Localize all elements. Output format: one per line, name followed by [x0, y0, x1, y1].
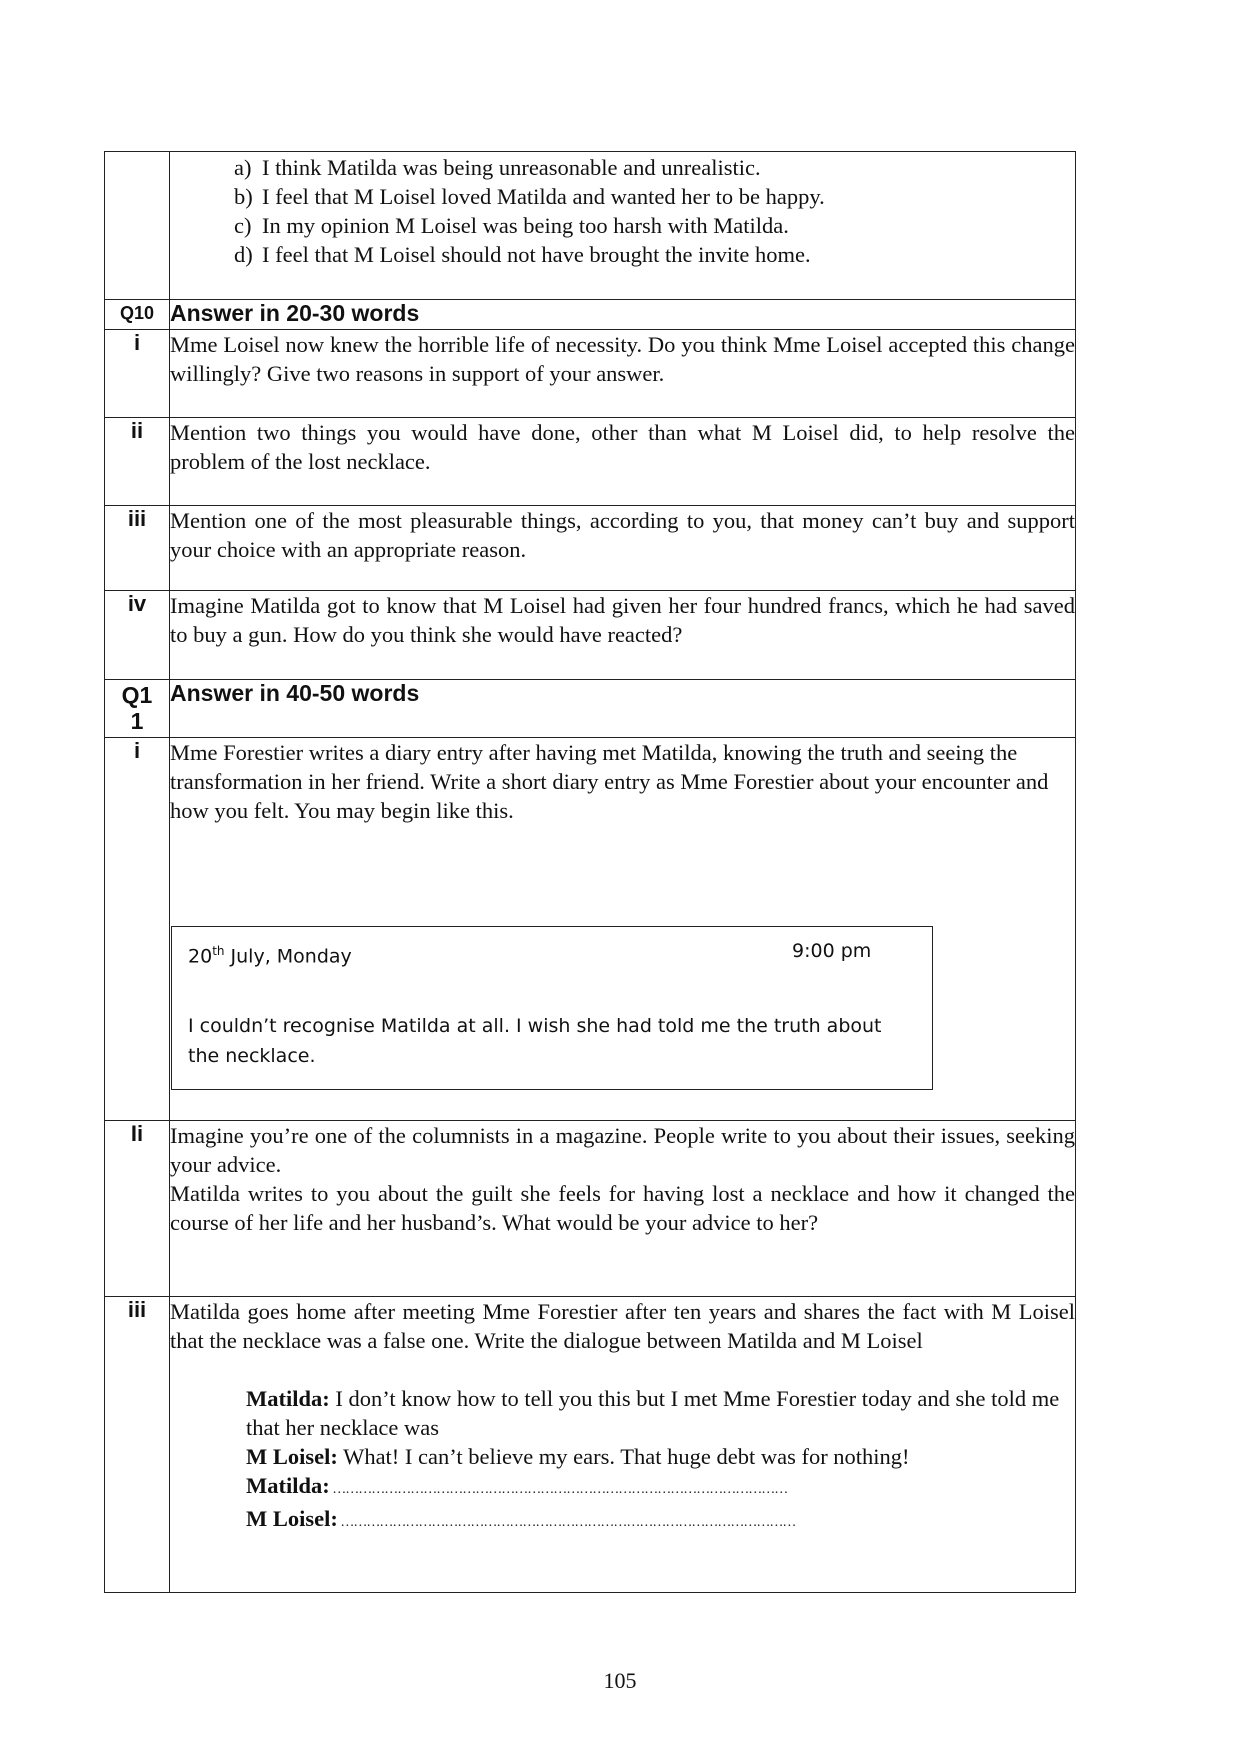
- section-heading: Answer in 40-50 words: [170, 680, 1076, 738]
- question-cell: [170, 738, 1076, 1121]
- item-number: Ii: [105, 1121, 170, 1297]
- question-number: Q1 1: [105, 680, 170, 738]
- question-cell: [170, 1297, 1076, 1593]
- question-text: Imagine Matilda got to know that M Loisel had given her four hundred francs, which he had saved to buy a gun. How do you think she would have reacted?: [170, 591, 1076, 680]
- option-item: c) In my opinion M Loisel was being too harsh with Matilda.: [234, 213, 789, 238]
- section-heading: Answer in 20-30 words: [170, 300, 1076, 330]
- question-text: Matilda goes home after meeting Mme Forestier after ten years and shares the fact with M Loisel that the necklace was a false one. Write the dialogue between Matilda and M Loisel: [170, 1299, 1075, 1353]
- item-number: iii: [105, 1297, 170, 1593]
- dialogue-line: M Loisel: What! I can’t believe my ears. That huge debt was for nothing!: [246, 1444, 910, 1469]
- dialogue-line: Matilda: I don’t know how to tell you this but I met Mme Forestier today and she told me that her necklace was: [246, 1386, 1060, 1440]
- diary-entry-box: [171, 926, 933, 1090]
- dialogue-block: [170, 1384, 1075, 1537]
- question-number: Q10: [105, 300, 170, 330]
- question-text: Mme Loisel now knew the horrible life of necessity. Do you think Mme Loisel accepted this change willingly? Give two reasons in support of your answer.: [170, 330, 1076, 418]
- question-text: Mention two things you would have done, other than what M Loisel did, to help resolve the problem of the lost necklace.: [170, 418, 1076, 506]
- question-number-cell: [105, 152, 170, 300]
- diary-text: I couldn’t recognise Matilda at all. I wish she had told me the truth about the necklace.: [188, 1015, 882, 1067]
- dialogue-line: M Loisel: ……………………………………………………………………………………………: [246, 1506, 796, 1531]
- option-item: d) I feel that M Loisel should not have brought the invite home.: [234, 242, 811, 267]
- dialogue-line: Matilda: ……………………………………………………………………………………………: [246, 1473, 788, 1498]
- q9-options-cell: [170, 152, 1076, 300]
- item-number: iv: [105, 591, 170, 680]
- item-number: i: [105, 738, 170, 1121]
- q9-options-list: [170, 153, 1075, 269]
- option-item: a) I think Matilda was being unreasonable and unrealistic.: [234, 155, 761, 180]
- question-text: Imagine you’re one of the columnists in a magazine. People write to you about their issues, seeking your advice.: [170, 1123, 1075, 1177]
- question-text: Matilda writes to you about the guilt she feels for having lost a necklace and how it changed the course of her life and her husband’s. What would be your advice to her?: [170, 1181, 1075, 1235]
- question-cell: [170, 1121, 1076, 1297]
- diary-time: 9:00 pm: [792, 940, 872, 962]
- question-text: Mention one of the most pleasurable things, according to you, that money can’t buy and support your choice with an appropriate reason.: [170, 506, 1076, 591]
- item-number: i: [105, 330, 170, 418]
- question-table: [104, 151, 1076, 1593]
- question-text: Mme Forestier writes a diary entry after having met Matilda, knowing the truth and seeing the transformation in her friend. Write a short diary entry as Mme Forestier about your encounter and how you felt. You may begin like this.: [170, 740, 1049, 823]
- diary-date: 20th July, Monday: [188, 944, 352, 968]
- page-number: 105: [603, 1668, 637, 1693]
- item-number: iii: [105, 506, 170, 591]
- option-item: b) I feel that M Loisel loved Matilda and wanted her to be happy.: [234, 184, 825, 209]
- item-number: ii: [105, 418, 170, 506]
